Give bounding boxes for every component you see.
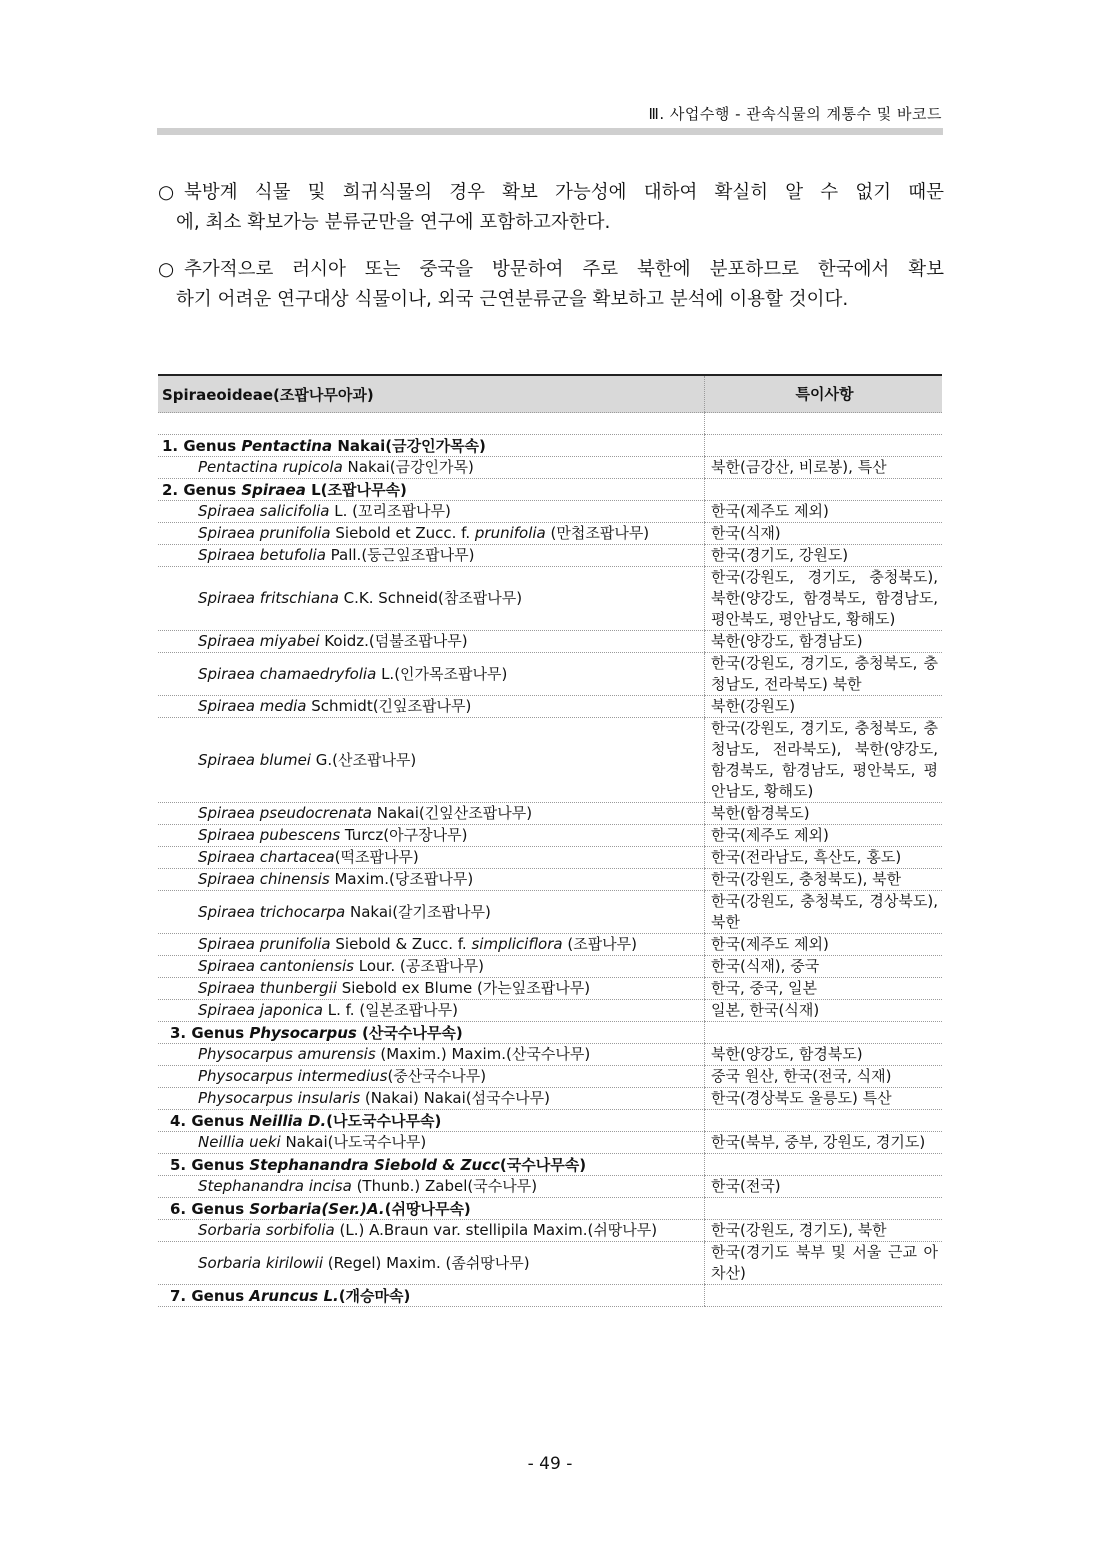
species-name: Stephanandra incisa <box>198 1177 352 1195</box>
table-row-genus <box>158 1154 942 1176</box>
genus-suffix: (개승마속) <box>338 1287 411 1305</box>
distribution-note: 한국(전국) <box>711 1177 781 1195</box>
species-author: (중산국수나무) <box>387 1067 487 1085</box>
table-cell-note <box>705 869 943 891</box>
genus-suffix: Nakai(금강인가목속) <box>332 437 486 455</box>
species-author: G.(산조팝나무) <box>310 750 417 769</box>
species-author: (Maxim.) Maxim.(산국수나무) <box>375 1045 591 1063</box>
distribution-note: 한국(경상북도 울릉도) 특산 <box>711 1089 892 1107</box>
species-name: Spiraea salicifolia <box>198 502 330 520</box>
species-name: Spiraea cantoniensis <box>198 957 354 975</box>
species-name: Physocarpus amurensis <box>198 1045 376 1063</box>
table-row-species <box>158 803 942 825</box>
table-row-species <box>158 956 942 978</box>
table-row-genus <box>158 1022 942 1044</box>
table-cell-note <box>705 653 943 696</box>
genus-heading <box>158 1198 705 1220</box>
species-author: L.(인가목조팝나무) <box>376 664 508 683</box>
table-row-genus <box>158 1110 942 1132</box>
species-name: Spiraea betufolia <box>198 546 326 564</box>
species-author: Nakai(나도국수나무) <box>280 1133 427 1151</box>
species-name: Spiraea blumei <box>198 750 311 769</box>
table-row-species <box>158 501 942 523</box>
distribution-note: 한국(전라남도, 흑산도, 홍도) <box>711 848 902 866</box>
paragraph-1 <box>158 178 944 238</box>
table-cell-note <box>705 934 943 956</box>
taxon-table <box>158 374 942 1307</box>
genus-name: Pentactina <box>241 437 333 455</box>
species-name: Spiraea chartacea <box>198 848 335 866</box>
distribution-note: 한국(강원도, 경기도), 북한 <box>711 1221 887 1239</box>
species-cell <box>158 631 705 653</box>
table-row-species <box>158 825 942 847</box>
species-cell <box>158 934 705 956</box>
genus-suffix: L(조팝나무속) <box>305 481 407 499</box>
table-header-taxon: Spiraeoideae(조팝나무아과) <box>158 375 705 413</box>
species-name: Spiraea prunifolia <box>198 524 331 542</box>
distribution-note: 북한(양강도, 함경남도) <box>711 632 863 650</box>
species-name: Spiraea fritschiana <box>198 589 339 607</box>
table-row-species <box>158 934 942 956</box>
species-author: Turcz(아구장나무) <box>340 826 468 844</box>
distribution-note: 일본, 한국(식재) <box>711 1001 820 1019</box>
table-cell-note <box>705 1154 943 1176</box>
species-cell <box>158 1066 705 1088</box>
distribution-note: 한국(강원도, 경기도, 충청북도), 북한(양강도, 함경북도, 함경남도, 평안북도, 평안남도, 황해도) <box>711 568 938 628</box>
table-row-species <box>158 869 942 891</box>
species-cell <box>158 1176 705 1198</box>
species-name: Physocarpus intermedius <box>198 1067 388 1085</box>
species-author: (Thunb.) Zabel(국수나무) <box>351 1177 538 1195</box>
species-cell <box>158 696 705 718</box>
distribution-note: 한국(식재) <box>711 524 781 542</box>
table-cell-note <box>705 523 943 545</box>
table-cell-note <box>705 501 943 523</box>
species-author: Maxim.(당조팝나무) <box>329 870 474 888</box>
species-author: Pall.(둥근잎조팝나무) <box>325 546 475 564</box>
species-cell <box>158 1044 705 1066</box>
paragraph-1-line-2: 에, 최소 확보가능 분류군만을 연구에 포함하고자한다. <box>176 212 611 233</box>
table-cell-note <box>705 1022 943 1044</box>
table-row-genus <box>158 1285 942 1307</box>
genus-prefix: 5. Genus <box>170 1156 250 1174</box>
genus-suffix: (산국수나무속) <box>356 1024 463 1042</box>
species-author: (L.) A.Braun var. stellipila Maxim.(쉬땅나무) <box>334 1221 658 1239</box>
species-cell <box>158 457 705 479</box>
species-cell <box>158 825 705 847</box>
species-infra-author: (만첩조팝나무) <box>545 524 650 542</box>
genus-heading <box>158 435 705 457</box>
genus-suffix: (나도국수나무속) <box>326 1112 442 1130</box>
species-cell <box>158 1242 705 1285</box>
table-cell-note <box>705 1198 943 1220</box>
paragraph-2-line-2: 하기 어려운 연구대상 식물이나, 외국 근연분류군을 확보하고 분석에 이용할 것이다. <box>176 289 849 310</box>
paragraph-1-line-1: ○ 북방계 식물 및 희귀식물의 경우 확보 가능성에 대하여 확실히 알 수 없기 때문 <box>158 178 944 208</box>
genus-suffix: (국수나무속) <box>499 1156 587 1174</box>
distribution-note: 한국(강원도, 충청북도, 경상북도), 북한 <box>711 892 938 931</box>
species-author: L. f. (일본조팝나무) <box>322 1001 458 1019</box>
species-cell <box>158 1000 705 1022</box>
genus-suffix: (쉬땅나무속) <box>384 1200 471 1218</box>
species-author: Nakai(긴잎산조팝나무) <box>371 804 533 822</box>
table-cell-note <box>705 631 943 653</box>
genus-name: Spiraea <box>241 481 306 499</box>
table-cell-note <box>705 1088 943 1110</box>
genus-name: Neillia D. <box>249 1112 327 1130</box>
distribution-note: 한국(강원도, 충청북도), 북한 <box>711 870 902 888</box>
table-row-genus <box>158 435 942 457</box>
genus-heading <box>158 479 705 501</box>
species-cell <box>158 1088 705 1110</box>
table-cell-note <box>705 956 943 978</box>
header-rule <box>157 128 943 135</box>
species-name: Spiraea media <box>198 697 307 715</box>
table-row-species <box>158 1066 942 1088</box>
table-row-species <box>158 696 942 718</box>
table-cell-note <box>705 1132 943 1154</box>
species-author: (떡조팝나무) <box>334 848 419 866</box>
table-cell-note <box>705 1285 943 1307</box>
species-infra-name: prunifolia <box>474 524 546 542</box>
distribution-note: 북한(함경북도) <box>711 804 810 822</box>
table-cell-note <box>705 413 943 435</box>
species-author: Schmidt(긴잎조팝나무) <box>306 697 472 715</box>
table-cell-note <box>705 1110 943 1132</box>
species-name: Spiraea prunifolia <box>198 935 331 953</box>
species-cell <box>158 869 705 891</box>
species-cell <box>158 1220 705 1242</box>
table-cell-note <box>705 1066 943 1088</box>
table-row-species <box>158 847 942 869</box>
table-cell-note <box>705 435 943 457</box>
table-cell-note <box>705 847 943 869</box>
species-author: Nakai(금강인가목) <box>342 458 474 476</box>
bullet-icon: ○ <box>158 182 175 203</box>
table-cell-note <box>705 567 943 631</box>
species-cell <box>158 978 705 1000</box>
distribution-note: 한국(북부, 중부, 강원도, 경기도) <box>711 1133 926 1151</box>
table-row-species <box>158 978 942 1000</box>
species-author: Siebold & Zucc. f. <box>330 935 472 953</box>
table-cell-note <box>705 1044 943 1066</box>
species-cell <box>158 891 705 934</box>
distribution-note: 한국(제주도 제외) <box>711 502 829 520</box>
table-cell-note <box>705 1000 943 1022</box>
species-name: Spiraea miyabei <box>198 632 320 650</box>
table-cell-note <box>705 825 943 847</box>
species-name: Spiraea thunbergii <box>198 979 337 997</box>
table-cell-note <box>705 803 943 825</box>
species-cell <box>158 718 705 803</box>
running-header: Ⅲ. 사업수행 - 관속식물의 계통수 및 바코드 <box>648 105 942 123</box>
species-cell <box>158 847 705 869</box>
distribution-note: 한국(경기도 북부 및 서울 근교 아차산) <box>711 1243 938 1282</box>
table-row-species <box>158 631 942 653</box>
distribution-note: 한국(강원도, 경기도, 충청북도, 충청남도, 전라북도), 북한(양강도, 함경북도, 함경남도, 평안북도, 평안남도, 황해도) <box>711 719 938 800</box>
table-row-species <box>158 457 942 479</box>
table-row-species <box>158 1044 942 1066</box>
genus-heading <box>158 1285 705 1307</box>
species-cell <box>158 1132 705 1154</box>
table-row-species <box>158 1088 942 1110</box>
species-infra-author: (조팝나무) <box>562 935 638 953</box>
table-row-species <box>158 718 942 803</box>
distribution-note: 한국(제주도 제외) <box>711 826 829 844</box>
genus-name: Physocarpus <box>249 1024 357 1042</box>
species-author: Siebold et Zucc. f. <box>330 524 475 542</box>
genus-name: Aruncus L. <box>249 1287 339 1305</box>
genus-prefix: 2. Genus <box>162 481 242 499</box>
species-infra-name: simpliciflora <box>471 935 563 953</box>
distribution-note: 한국(강원도, 경기도, 충청북도, 충청남도, 전라북도) 북한 <box>711 654 938 693</box>
species-cell <box>158 653 705 696</box>
table-row-species <box>158 1132 942 1154</box>
species-cell <box>158 501 705 523</box>
table-row-species <box>158 567 942 631</box>
table-cell-note <box>705 891 943 934</box>
table-row-genus <box>158 1198 942 1220</box>
species-author: (Regel) Maxim. (좀쉬땅나무) <box>323 1253 530 1272</box>
table-cell-note <box>705 1242 943 1285</box>
genus-prefix: 7. Genus <box>170 1287 250 1305</box>
species-author: (Nakai) Nakai(섬국수나무) <box>360 1089 550 1107</box>
species-author: L. (꼬리조팝나무) <box>329 502 451 520</box>
table-cell-note <box>705 545 943 567</box>
species-author: Lour. (공조팝나무) <box>353 957 485 975</box>
species-author: C.K. Schneid(참조팝나무) <box>338 589 523 607</box>
table-header-notes: 특이사항 <box>705 375 943 413</box>
page-number: - 49 - <box>527 1454 573 1474</box>
distribution-note: 한국, 중국, 일본 <box>711 979 818 997</box>
table-row-species <box>158 1220 942 1242</box>
species-cell <box>158 523 705 545</box>
table-cell-note <box>705 1220 943 1242</box>
table-cell-note <box>705 1176 943 1198</box>
table-body <box>158 413 942 1307</box>
genus-heading <box>158 1154 705 1176</box>
paragraph-2-line-1: ○ 추가적으로 러시아 또는 중국을 방문하여 주로 북한에 분포하므로 한국에서 확보 <box>158 255 944 285</box>
genus-prefix: 6. Genus <box>170 1200 250 1218</box>
bullet-icon: ○ <box>158 259 175 280</box>
table-row-species <box>158 1000 942 1022</box>
species-author: Koidz.(덤불조팝나무) <box>319 632 468 650</box>
species-name: Spiraea pubescens <box>198 826 341 844</box>
table-row-genus <box>158 479 942 501</box>
distribution-note: 북한(양강도, 함경북도) <box>711 1045 863 1063</box>
distribution-note: 북한(강원도) <box>711 697 796 715</box>
table-row-species <box>158 891 942 934</box>
species-cell <box>158 803 705 825</box>
species-name: Spiraea trichocarpa <box>198 902 346 921</box>
distribution-note: 한국(경기도, 강원도) <box>711 546 849 564</box>
table-cell-note <box>705 718 943 803</box>
table-header-row <box>158 375 942 413</box>
table-cell-note <box>705 978 943 1000</box>
genus-prefix: 3. Genus <box>170 1024 250 1042</box>
table-row-species <box>158 1242 942 1285</box>
distribution-note: 한국(식재), 중국 <box>711 957 820 975</box>
genus-name: Stephanandra Siebold & Zucc <box>249 1156 500 1174</box>
species-name: Spiraea japonica <box>198 1001 323 1019</box>
species-author: Siebold ex Blume (가는잎조팝나무) <box>336 979 591 997</box>
species-name: Spiraea chinensis <box>198 870 330 888</box>
species-cell <box>158 567 705 631</box>
species-name: Sorbaria sorbifolia <box>198 1221 335 1239</box>
paragraph-2 <box>158 255 944 315</box>
species-name: Sorbaria kirilowii <box>198 1253 324 1272</box>
table-row-species <box>158 1176 942 1198</box>
species-name: Spiraea pseudocrenata <box>198 804 372 822</box>
table-cell-note <box>705 457 943 479</box>
distribution-note: 한국(제주도 제외) <box>711 935 829 953</box>
species-name: Neillia ueki <box>198 1133 281 1151</box>
species-cell <box>158 545 705 567</box>
genus-heading <box>158 1022 705 1044</box>
species-name: Spiraea chamaedryfolia <box>198 664 377 683</box>
table-row-species <box>158 545 942 567</box>
genus-name: Sorbaria(Ser.)A. <box>249 1200 385 1218</box>
table-row-species <box>158 653 942 696</box>
table-spacer-row <box>158 413 942 435</box>
genus-prefix: 4. Genus <box>170 1112 250 1130</box>
species-author: Nakai(갈기조팝나무) <box>345 902 491 921</box>
distribution-note: 중국 원산, 한국(전국, 식재) <box>711 1067 892 1085</box>
distribution-note: 북한(금강산, 비로봉), 특산 <box>711 458 887 476</box>
species-cell <box>158 956 705 978</box>
genus-prefix: 1. Genus <box>162 437 242 455</box>
table-cell-note <box>705 479 943 501</box>
species-name: Physocarpus insularis <box>198 1089 361 1107</box>
genus-heading <box>158 1110 705 1132</box>
table-row-species <box>158 523 942 545</box>
table-cell-note <box>705 696 943 718</box>
species-name: Pentactina rupicola <box>198 458 343 476</box>
